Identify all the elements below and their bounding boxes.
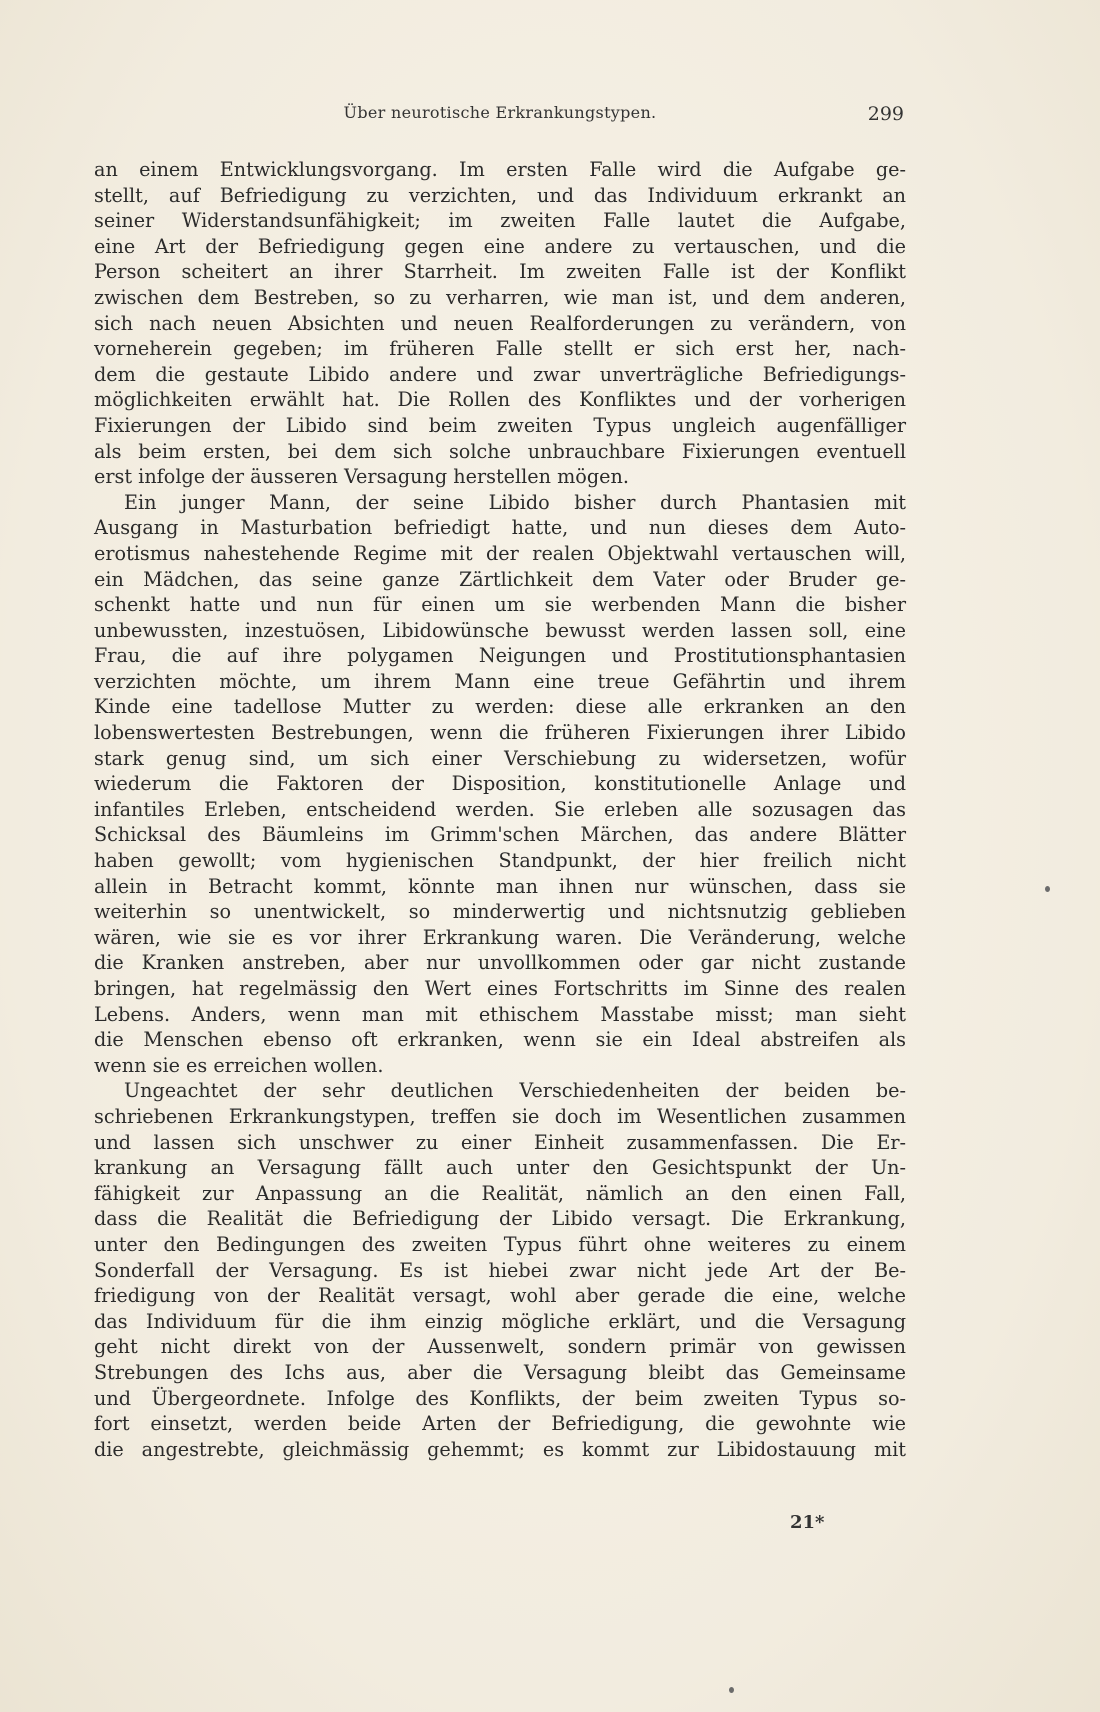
paragraph-end-line: erst infolge der äusseren Versagung herstellen mögen. — [94, 465, 629, 489]
text-line: fähigkeit zur Anpassung an die Realität, nämlich an den einen Fall, — [94, 1181, 906, 1205]
text-line: unter den Bedingungen des zweiten Typus führt ohne weiteres zu einem — [94, 1232, 906, 1256]
text-line: schenkt hatte und nun für einen um sie werbenden Mann die bisher — [94, 593, 906, 617]
text-line: infantiles Erleben, entscheidend werden. Sie erleben alle sozusagen das — [94, 797, 906, 821]
text-line: dass die Realität die Befriedigung der Libido versagt. Die Erkrankung, — [94, 1207, 906, 1231]
text-line: die Kranken anstreben, aber nur unvollkommen oder gar nicht zustande — [94, 951, 906, 975]
paper-speck — [1045, 886, 1050, 892]
text-line: haben gewollt; vom hygienischen Standpunkt, der hier freilich nicht — [94, 849, 906, 873]
text-line: Fixierungen der Libido sind beim zweiten Typus ungleich augenfälliger — [94, 413, 906, 437]
text-line: als beim ersten, bei dem sich solche unbrauchbare Fixierungen eventuell — [94, 439, 906, 463]
text-line: und lassen sich unschwer zu einer Einheit zusammenfassen. Die Er- — [94, 1130, 906, 1154]
text-line: Ausgang in Masturbation befriedigt hatte, und nun dieses dem Auto- — [94, 516, 906, 540]
text-line: ein Mädchen, das seine ganze Zärtlichkeit dem Vater oder Bruder ge- — [94, 567, 906, 591]
text-line: eine Art der Befriedigung gegen eine andere zu vertauschen, und die — [94, 234, 906, 258]
text-line: dem die gestaute Libido andere und zwar unverträgliche Befriedigungs- — [94, 362, 906, 386]
text-line: die Menschen ebenso oft erkranken, wenn sie ein Ideal abstreifen als — [94, 1028, 906, 1052]
paragraph-start-line: Ein junger Mann, der seine Libido bisher durch Phantasien mit — [124, 490, 906, 514]
text-line: Strebungen des Ichs aus, aber die Versagung bleibt das Gemeinsame — [94, 1360, 906, 1384]
paragraph-end-line: wenn sie es erreichen wollen. — [94, 1053, 384, 1077]
paper-speck — [729, 1687, 734, 1693]
text-line: die angestrebte, gleichmässig gehemmt; es kommt zur Libidostauung mit — [94, 1437, 906, 1461]
text-line: und Übergeordnete. Infolge des Konflikts, der beim zweiten Typus so- — [94, 1386, 906, 1410]
text-line: stark genug sind, um sich einer Verschiebung zu widersetzen, wofür — [94, 746, 906, 770]
text-line: Person scheitert an ihrer Starrheit. Im zweiten Falle ist der Konflikt — [94, 260, 906, 284]
text-line: Kinde eine tadellose Mutter zu werden: diese alle erkranken an den — [94, 695, 906, 719]
text-line: zwischen dem Bestreben, so zu verharren, wie man ist, und dem anderen, — [94, 285, 906, 309]
text-line: Sonderfall der Versagung. Es ist hiebei zwar nicht jede Art der Be- — [94, 1258, 906, 1282]
text-line: möglichkeiten erwählt hat. Die Rollen des Konfliktes und der vorherigen — [94, 388, 906, 412]
text-line: schriebenen Erkrankungstypen, treffen sie doch im Wesentlichen zusammen — [94, 1104, 906, 1128]
page-number: 299 — [867, 103, 904, 125]
text-line: seiner Widerstandsunfähigkeit; im zweiten Falle lautet die Aufgabe, — [94, 209, 906, 233]
running-title: Über neurotische Erkrankungstypen. — [343, 103, 657, 122]
text-line: an einem Entwicklungsvorgang. Im ersten Falle wird die Aufgabe ge- — [94, 158, 906, 181]
text-line: fort einsetzt, werden beide Arten der Befriedigung, die gewohnte wie — [94, 1412, 906, 1436]
text-line: wären, wie sie es vor ihrer Erkrankung waren. Die Veränderung, welche — [94, 925, 906, 949]
text-line: vorneherein gegeben; im früheren Falle stellt er sich erst her, nach- — [94, 337, 906, 361]
text-line: allein in Betracht kommt, könnte man ihnen nur wünschen, dass sie — [94, 874, 906, 898]
text-line: sich nach neuen Absichten und neuen Realforderungen zu verändern, von — [94, 311, 906, 335]
text-line: verzichten möchte, um ihrem Mann eine treue Gefährtin und ihrem — [94, 669, 906, 693]
paragraph-start-line: Ungeachtet der sehr deutlichen Verschiedenheiten der beiden be- — [124, 1079, 906, 1103]
text-line: wiederum die Faktoren der Disposition, konstitutionelle Anlage und — [94, 772, 906, 796]
text-line: Schicksal des Bäumleins im Grimm'schen Märchen, das andere Blätter — [94, 823, 906, 847]
text-line: stellt, auf Befriedigung zu verzichten, und das Individuum erkrankt an — [94, 183, 906, 207]
text-line: erotismus nahestehende Regime mit der realen Objektwahl vertauschen will, — [94, 541, 906, 565]
text-line: bringen, hat regelmässig den Wert eines Fortschritts im Sinne des realen — [94, 977, 906, 1000]
text-line: Frau, die auf ihre polygamen Neigungen und Prostitutionsphantasien — [94, 644, 906, 668]
text-line: unbewussten, inzestuösen, Libidowünsche bewusst werden lassen soll, eine — [94, 618, 906, 642]
text-line: lobenswertesten Bestrebungen, wenn die früheren Fixierungen ihrer Libido — [94, 721, 906, 745]
text-line: geht nicht direkt von der Aussenwelt, sondern primär von gewissen — [94, 1335, 906, 1359]
text-line: friedigung von der Realität versagt, wohl aber gerade die eine, welche — [94, 1284, 906, 1308]
running-header — [96, 103, 904, 129]
text-line: krankung an Versagung fällt auch unter den Gesichtspunkt der Un- — [94, 1156, 906, 1180]
text-line: weiterhin so unentwickelt, so minderwertig und nichtsnutzig geblieben — [94, 900, 906, 924]
text-line: das Individuum für die ihm einzig mögliche erklärt, und die Versagung — [94, 1309, 906, 1333]
signature-mark: 21* — [790, 1512, 825, 1533]
body-text — [94, 157, 906, 1462]
text-line: Lebens. Anders, wenn man mit ethischem Masstabe misst; man sieht — [94, 1002, 906, 1026]
